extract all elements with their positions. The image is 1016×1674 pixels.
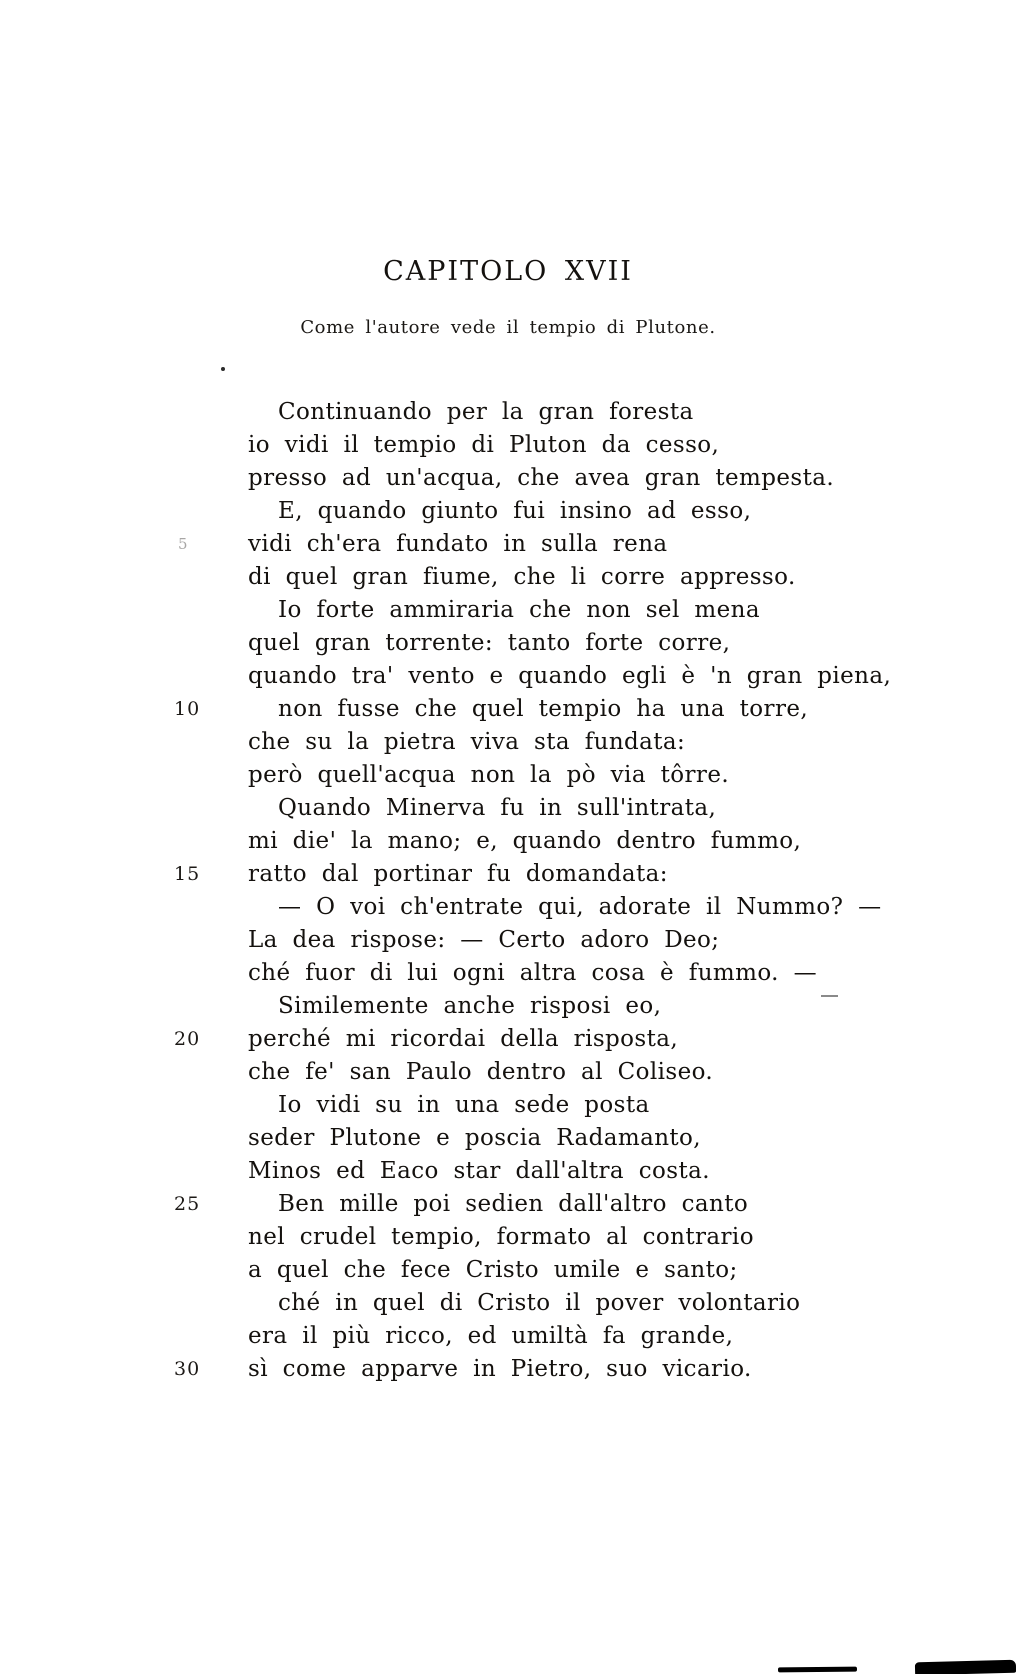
poem-line bbox=[0, 660, 1016, 693]
scan-edge-smudge bbox=[778, 1667, 857, 1673]
poem-line bbox=[0, 627, 1016, 660]
scan-edge-smudge bbox=[915, 1660, 1016, 1674]
poem-line-text: a quel che fece Cristo umile e santo; bbox=[248, 1257, 738, 1283]
poem-line-text: Similemente anche risposi eo, bbox=[278, 993, 662, 1019]
poem-line bbox=[0, 1287, 1016, 1320]
poem-line bbox=[0, 429, 1016, 462]
poem-line-text: che su la pietra viva sta fundata: bbox=[248, 729, 686, 755]
poem-line-text: sì come apparve in Pietro, suo vicario. bbox=[248, 1356, 752, 1382]
line-number: 5 bbox=[178, 535, 189, 553]
poem-line bbox=[0, 825, 1016, 858]
poem-line-text: — O voi ch'entrate qui, adorate il Nummo? — bbox=[278, 894, 882, 920]
poem-line-text: ché fuor di lui ogni altra cosa è fummo. — bbox=[248, 960, 817, 986]
poem-line bbox=[0, 990, 1016, 1023]
poem-line-text: Quando Minerva fu in sull'intrata, bbox=[278, 795, 717, 821]
ink-dash-artifact bbox=[821, 995, 838, 997]
poem-line-text: quel gran torrente: tanto forte corre, bbox=[248, 630, 731, 656]
line-number: 10 bbox=[174, 698, 201, 720]
poem-line bbox=[0, 726, 1016, 759]
poem-line bbox=[0, 396, 1016, 429]
poem-line bbox=[0, 528, 1016, 561]
poem-line bbox=[0, 858, 1016, 891]
poem-line-text: Io forte ammiraria che non sel mena bbox=[278, 597, 760, 623]
poem-line-text: perché mi ricordai della risposta, bbox=[248, 1026, 679, 1052]
poem-line bbox=[0, 462, 1016, 495]
poem-line-text: ché in quel di Cristo il pover volontario bbox=[278, 1290, 801, 1316]
line-number: 25 bbox=[174, 1193, 201, 1215]
poem-line-text: Ben mille poi sedien dall'altro canto bbox=[278, 1191, 749, 1217]
ink-dot-artifact bbox=[221, 367, 225, 371]
poem-line bbox=[0, 792, 1016, 825]
poem-line-text: che fe' san Paulo dentro al Coliseo. bbox=[248, 1059, 714, 1085]
poem-line-text: E, quando giunto fui insino ad esso, bbox=[278, 498, 752, 524]
poem-line-text: seder Plutone e poscia Radamanto, bbox=[248, 1125, 702, 1151]
poem-line-text: La dea rispose: — Certo adoro Deo; bbox=[248, 927, 720, 953]
poem-line-text: presso ad un'acqua, che avea gran tempesta. bbox=[248, 465, 835, 491]
poem-line bbox=[0, 1188, 1016, 1221]
poem-line-text: nel crudel tempio, formato al contrario bbox=[248, 1224, 754, 1250]
poem-line bbox=[0, 1122, 1016, 1155]
poem-line bbox=[0, 1254, 1016, 1287]
poem-line bbox=[0, 924, 1016, 957]
poem-line bbox=[0, 1320, 1016, 1353]
poem-line bbox=[0, 1089, 1016, 1122]
poem-line-text: però quell'acqua non la pò via tôrre. bbox=[248, 762, 730, 788]
poem-line bbox=[0, 1023, 1016, 1056]
poem-line bbox=[0, 957, 1016, 990]
poem-line bbox=[0, 1056, 1016, 1089]
poem-line bbox=[0, 759, 1016, 792]
line-number: 30 bbox=[174, 1358, 201, 1380]
line-number: 15 bbox=[174, 863, 201, 885]
poem-line-text: mi die' la mano; e, quando dentro fummo, bbox=[248, 828, 802, 854]
poem-line-text: Io vidi su in una sede posta bbox=[278, 1092, 650, 1118]
poem-line-text: era il più ricco, ed umiltà fa grande, bbox=[248, 1323, 734, 1349]
poem-line-text: Continuando per la gran foresta bbox=[278, 399, 694, 425]
chapter-subtitle: Come l'autore vede il tempio di Plutone. bbox=[300, 317, 716, 338]
poem-line-text: vidi ch'era fundato in sulla rena bbox=[248, 531, 668, 557]
poem-line-text: non fusse che quel tempio ha una torre, bbox=[278, 696, 809, 722]
line-number: 20 bbox=[174, 1028, 201, 1050]
poem-line-text: Minos ed Eaco star dall'altra costa. bbox=[248, 1158, 710, 1184]
poem-line bbox=[0, 891, 1016, 924]
poem-line bbox=[0, 1353, 1016, 1386]
poem-line bbox=[0, 693, 1016, 726]
poem-line bbox=[0, 495, 1016, 528]
poem-line-text: quando tra' vento e quando egli è 'n gran piena, bbox=[248, 663, 892, 689]
chapter-title: CAPITOLO XVII bbox=[383, 256, 633, 287]
poem-line bbox=[0, 1155, 1016, 1188]
poem-line-text: di quel gran fiume, che li corre appresso. bbox=[248, 564, 796, 590]
poem-line-text: io vidi il tempio di Pluton da cesso, bbox=[248, 432, 720, 458]
poem-line bbox=[0, 1221, 1016, 1254]
poem-body bbox=[0, 396, 1016, 1386]
poem-line bbox=[0, 594, 1016, 627]
poem-line-text: ratto dal portinar fu domandata: bbox=[248, 861, 668, 887]
poem-line bbox=[0, 561, 1016, 594]
